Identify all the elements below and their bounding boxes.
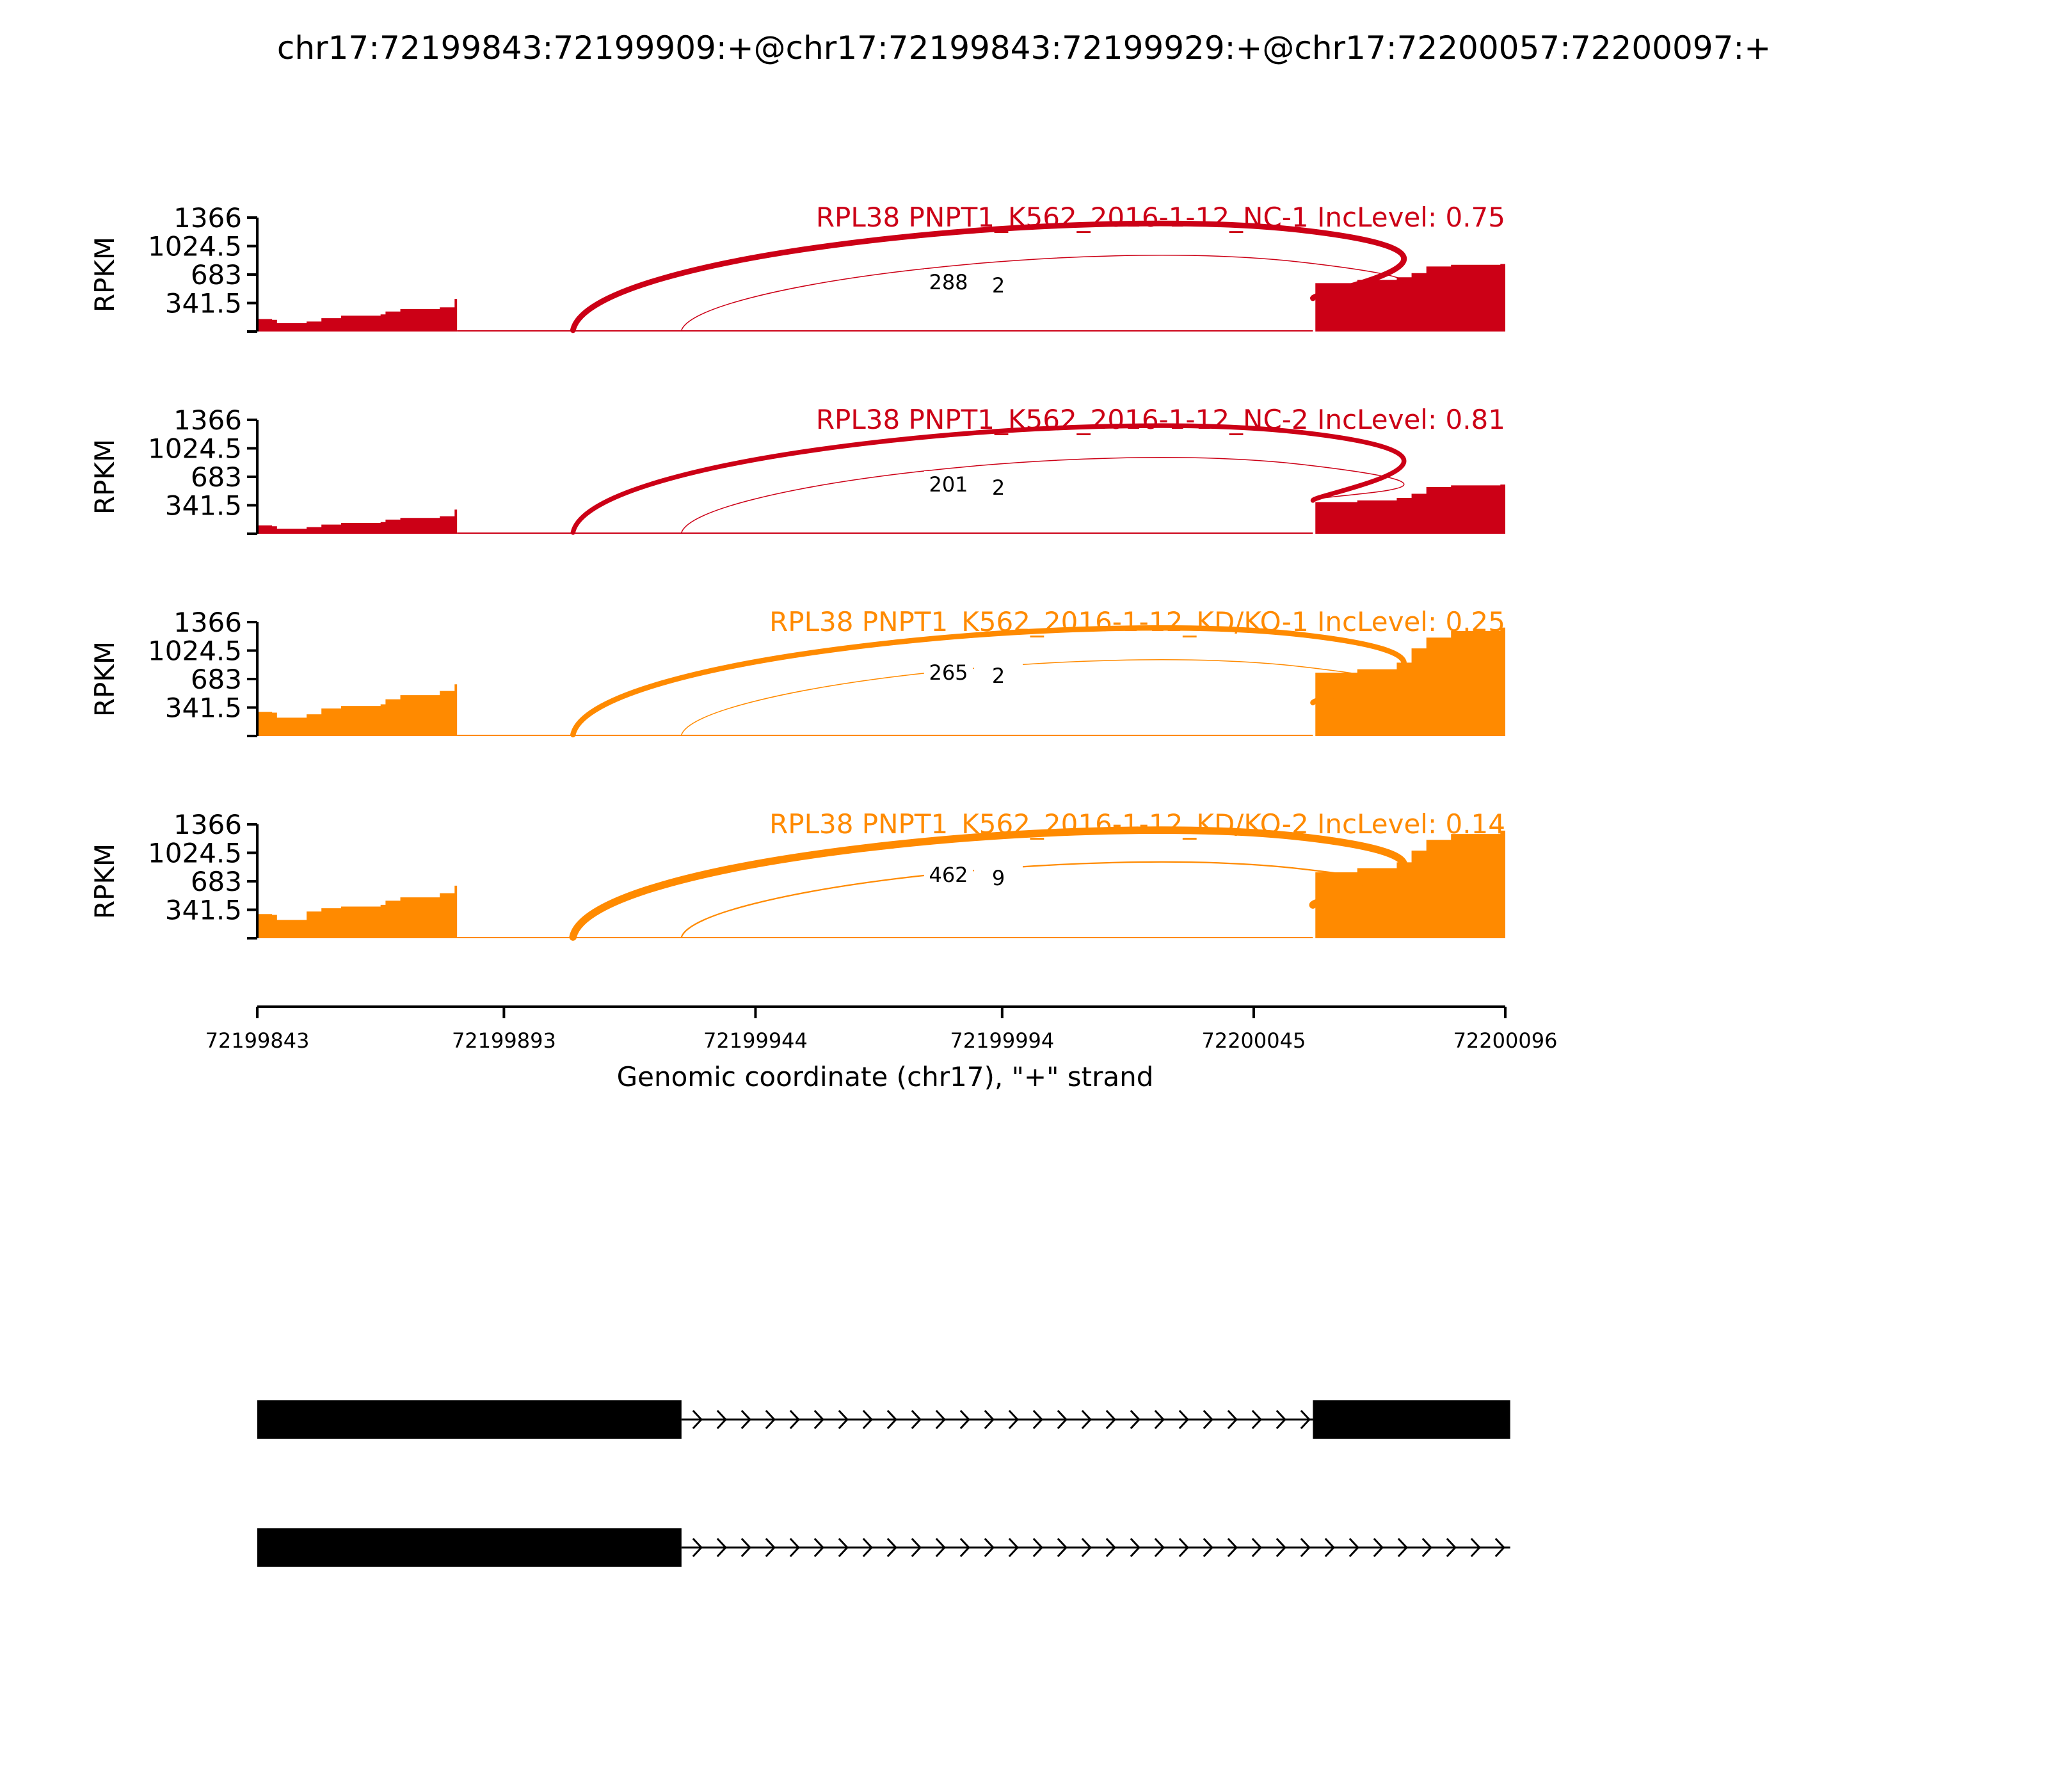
exon-block xyxy=(257,1400,682,1439)
panel-label: RPL38 PNPT1_K562_2016-1-12_NC-1 IncLevel: 0.75 xyxy=(815,202,1505,233)
y-tick-label: 341.5 xyxy=(164,894,242,926)
y-tick-label: 1366 xyxy=(173,809,242,840)
junction-arc xyxy=(682,458,1404,532)
y-tick-label: 1024.5 xyxy=(148,635,242,667)
isoform xyxy=(257,1400,1510,1439)
junction-count-label: 2 xyxy=(991,273,1005,298)
panel-label: RPL38 PNPT1_K562_2016-1-12_NC-2 IncLevel: 0.81 xyxy=(815,404,1505,435)
x-axis-ticks xyxy=(205,1007,1558,1053)
x-tick-label: 72199843 xyxy=(205,1028,310,1053)
junction-arc xyxy=(682,660,1404,735)
panel-label: RPL38 PNPT1_K562_2016-1-12_KD/KO-2 IncLevel: 0.14 xyxy=(769,808,1505,840)
y-tick-label: 683 xyxy=(190,461,242,493)
exon-block xyxy=(1313,1400,1510,1439)
coverage-panel xyxy=(89,606,1505,736)
coverage-panels xyxy=(89,202,1505,938)
coverage-panel xyxy=(89,404,1505,534)
panel-label: RPL38 PNPT1_K562_2016-1-12_KD/KO-1 IncLevel: 0.25 xyxy=(769,606,1505,637)
junction-count-label: 462 xyxy=(929,863,968,887)
x-tick-label: 72199944 xyxy=(703,1028,808,1053)
y-tick-label: 1024.5 xyxy=(148,433,242,465)
y-axis-label: RPKM xyxy=(89,843,120,920)
y-tick-label: 1024.5 xyxy=(148,230,242,262)
y-tick-label: 683 xyxy=(190,664,242,695)
x-tick-label: 72199893 xyxy=(451,1028,556,1053)
junction-count-label: 2 xyxy=(991,476,1005,500)
junction-arc xyxy=(682,862,1404,937)
y-tick-label: 1366 xyxy=(173,404,242,436)
y-tick-label: 341.5 xyxy=(164,692,242,724)
y-axis-label: RPKM xyxy=(89,641,120,717)
junction-count-label: 9 xyxy=(991,866,1005,890)
coverage-panel xyxy=(89,202,1505,332)
junction-arc xyxy=(682,255,1404,330)
y-tick-label: 683 xyxy=(190,866,242,897)
isoform-track xyxy=(257,1400,1510,1567)
coverage-area xyxy=(257,484,1505,534)
junction-count-label: 288 xyxy=(929,270,968,294)
y-tick-label: 1024.5 xyxy=(148,837,242,869)
y-tick-label: 341.5 xyxy=(164,287,242,319)
x-tick-label: 72200096 xyxy=(1453,1028,1558,1053)
y-tick-label: 683 xyxy=(190,259,242,291)
junction-count-label: 2 xyxy=(991,664,1005,688)
x-axis xyxy=(205,1007,1558,1092)
exon-block xyxy=(257,1528,682,1567)
y-tick-label: 341.5 xyxy=(164,490,242,522)
y-tick-label: 1366 xyxy=(173,607,242,638)
x-tick-label: 72200045 xyxy=(1201,1028,1306,1053)
chart-title: chr17:72199843:72199909:+@chr17:72199843:72199929:+@chr17:72200057:72200097:+ xyxy=(276,29,1772,67)
y-axis-label: RPKM xyxy=(89,236,120,313)
junction-count-label: 265 xyxy=(929,660,968,685)
x-axis-label: Genomic coordinate (chr17), "+" strand xyxy=(616,1061,1154,1092)
isoform xyxy=(257,1528,1510,1567)
y-axis-label: RPKM xyxy=(89,438,120,515)
y-tick-label: 1366 xyxy=(173,202,242,234)
x-tick-label: 72199994 xyxy=(950,1028,1055,1053)
junction-count-label: 201 xyxy=(929,472,968,497)
coverage-panel xyxy=(89,808,1505,938)
